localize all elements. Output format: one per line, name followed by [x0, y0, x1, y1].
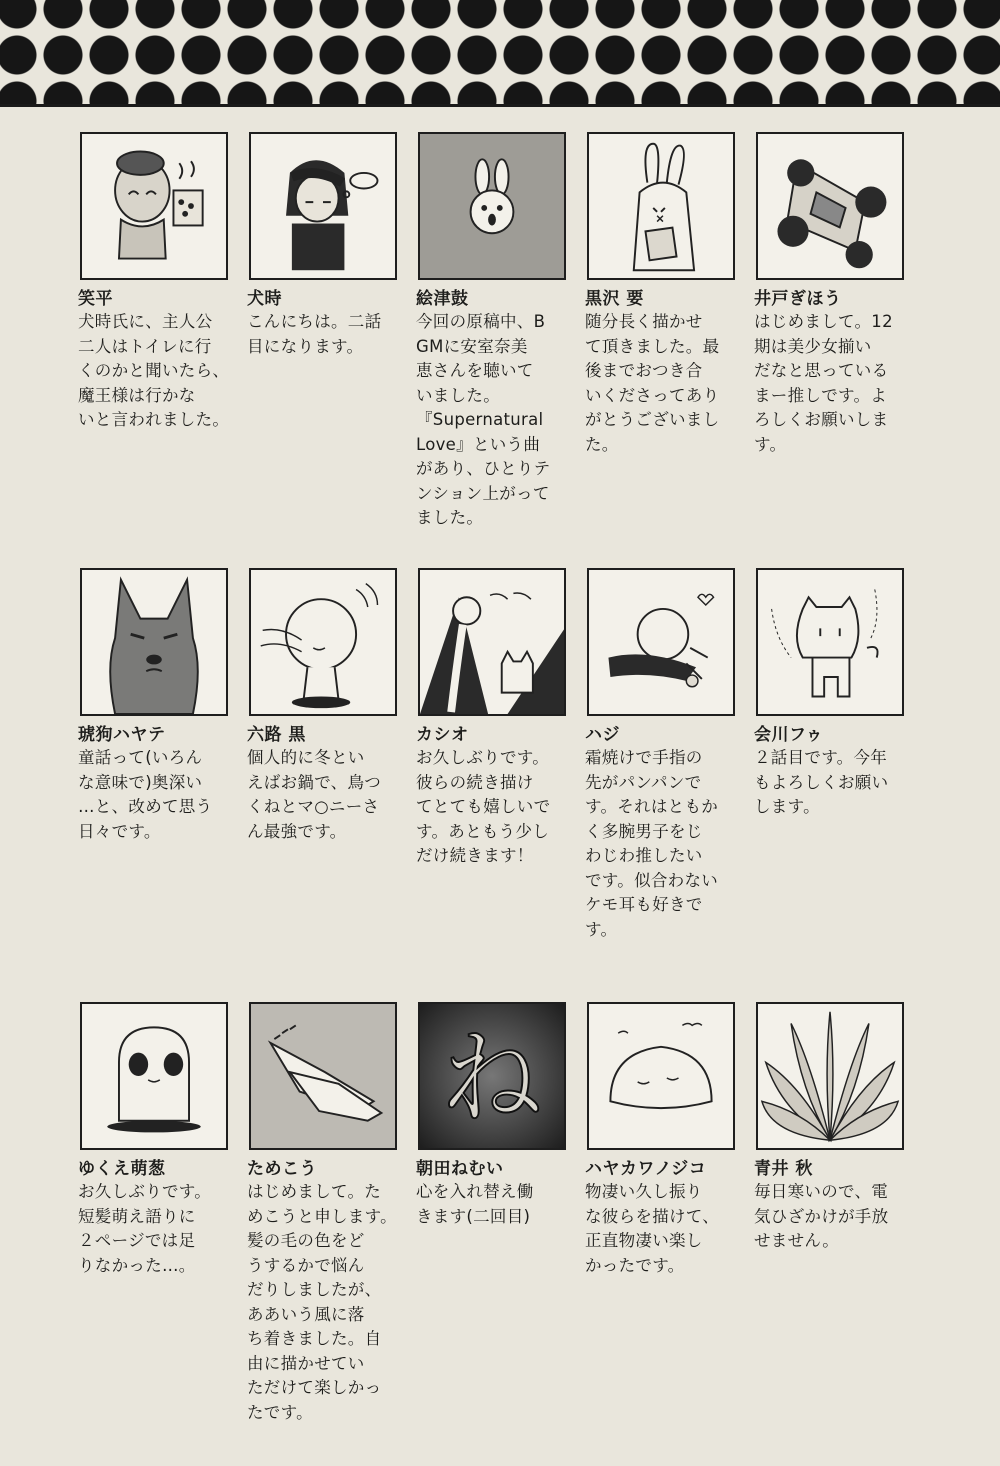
contributor-name: ハジ	[585, 725, 620, 745]
contributor-comment: 犬時氏に、主人公 二人はトイレに行 くのかと聞いたら、 魔王様は行かな いと言われました。	[78, 312, 230, 429]
contributor-comment: 物凄い久し振り な彼らを描けて、 正直物凄い楽し かったです。	[585, 1182, 720, 1275]
contributor-card	[585, 568, 754, 1002]
sleeping-blob-icon	[587, 1002, 735, 1150]
sleepy-character-icon	[249, 132, 397, 280]
wolf-icon	[80, 568, 228, 716]
ne-kana-glyph-icon	[418, 1002, 566, 1150]
seal-character-icon	[80, 1002, 228, 1150]
contributor-card	[247, 132, 416, 568]
contributor-comment: 霜焼けで手指の 先がパンパンで す。それはともか く多腕男子をじ わじわ推したい です。似合わない ケモ耳も好きで す。	[585, 748, 719, 939]
contributor-card	[247, 1002, 416, 1422]
contributor-name: 朝田ねむい	[416, 1159, 504, 1179]
contributor-name: ためこう	[247, 1159, 317, 1179]
contributor-card	[754, 132, 923, 568]
ne-glyph: ね	[441, 1018, 543, 1137]
contributor-comment: お久しぶりです。 彼らの続き描け てとても嬉しいで す。あともう少し だけ続きます！	[416, 748, 551, 865]
contributor-card	[247, 568, 416, 1002]
rabbit-face-icon	[418, 132, 566, 280]
contributor-name: 笑平	[78, 289, 113, 309]
round-head-character-icon	[249, 568, 397, 716]
mini-race-car-icon	[756, 132, 904, 280]
contributor-card	[416, 1002, 585, 1422]
contributor-card	[754, 1002, 923, 1422]
contributor-name: カシオ	[416, 725, 469, 745]
gloves-icon	[249, 1002, 397, 1150]
cat-doodle-icon	[756, 568, 904, 716]
contributor-name: 黒沢 要	[585, 289, 644, 309]
crawling-character-icon	[587, 568, 735, 716]
contributor-card	[585, 1002, 754, 1422]
ghost-and-cat-icon	[418, 568, 566, 716]
contributor-comment: お久しぶりです。 短髪萌え語りに ２ページでは足 りなかった…。	[78, 1182, 212, 1275]
contributor-card	[78, 132, 247, 568]
contributor-name: 絵津鼓	[416, 289, 469, 309]
contributor-grid	[78, 132, 924, 1422]
contributor-comment: 心を入れ替え働 きます(二回目)	[416, 1182, 534, 1226]
contributor-name: 会川フゥ	[754, 725, 824, 745]
contributor-comment: こんにちは。二話 目になります。	[247, 312, 382, 356]
contributor-card	[585, 132, 754, 568]
contributor-card	[78, 1002, 247, 1422]
rabbit-reading-icon	[587, 132, 735, 280]
contributor-name: 犬時	[247, 289, 282, 309]
contributor-comment: 今回の原稿中、B GMに安室奈美 恵さんを聴いて いました。 『Supernatural Love』という曲 があり、ひとりテ ンション上がって ました。	[416, 312, 551, 527]
contributor-card	[416, 132, 585, 568]
contributor-comment: ２話目です。今年 もよろしくお願い します。	[754, 748, 889, 816]
contributor-name: 井戸ぎほう	[754, 289, 842, 309]
contributor-card	[78, 568, 247, 1002]
contributor-name: 青井 秋	[754, 1159, 813, 1179]
contributor-card	[416, 568, 585, 1002]
contributor-name: ゆくえ萌葱	[78, 1159, 166, 1179]
contributor-card	[754, 568, 923, 1002]
contributor-name: 六路 黒	[247, 725, 306, 745]
contributor-name: ハヤカワノジコ	[585, 1159, 707, 1179]
contributor-comment: はじめまして。た めこうと申します。 髪の毛の色をど うするかで悩ん だりしましたが、 ああいう風に落 ち着きました。自 由に描かせてい ただけて楽しかっ たです。	[247, 1182, 397, 1422]
contributor-comment: はじめまして。12 期は美少女揃い だなと思っている まー推しです。よ ろしくお願いしま す。	[754, 312, 893, 454]
contributor-comment: 童話って(いろん な意味で)奥深い …と、改めて思う 日々です。	[78, 748, 213, 841]
polka-dot-header	[0, 0, 1000, 107]
crying-character-icon	[80, 132, 228, 280]
contributor-comment: 毎日寒いので、電 気ひざかけが手放 せません。	[754, 1182, 889, 1250]
contributor-comment: 個人的に冬とい えばお鍋で、鳥つ くねとマ○ニーさ ん最強です。	[247, 748, 382, 841]
contributor-name: 琥狗ハヤテ	[78, 725, 166, 745]
succulent-plant-icon	[756, 1002, 904, 1150]
contributor-comment: 随分長く描かせ て頂きました。最 後までおつき合 いくださってあり がとうございまし た。	[585, 312, 720, 454]
